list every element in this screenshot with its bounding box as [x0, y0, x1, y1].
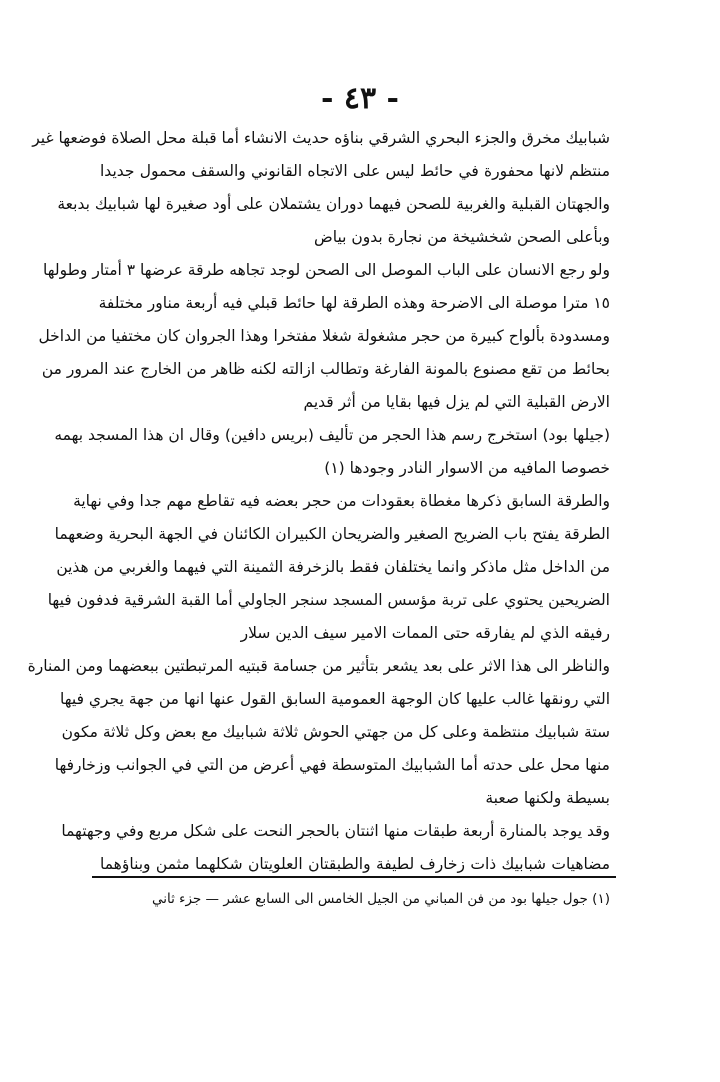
footnote: (١) جول جيلها بود من فن المباني من الجيل الخامس الى السابع عشر — جزء ثاني	[151, 891, 610, 907]
text-line: بحائط من تقع مصنوع بالمونة الفارغة وتطالب ازالته لكنه ظاهر من الخارج عند المرور من	[41, 360, 610, 378]
text-line: التي رونقها غالب عليها كان الوجهة العمومية السابق القول عنها انها من جهة يجري فيها	[60, 690, 610, 708]
text-line: والجهتان القبلية والغربية للصحن فيهما دوران يشتملان على أود صغيرة لها شبابيك بدبعة	[57, 195, 610, 213]
footnote-divider	[92, 876, 616, 878]
text-line: منتظم لانها محفورة في حائط ليس على الاتجاه القانوني والسقف محمول جديدا	[100, 162, 610, 180]
body-text	[27, 122, 610, 881]
page-number: - ٤٣ -	[320, 81, 400, 116]
text-line: وبأعلى الصحن شخشيخة من نجارة بدون بياض	[314, 228, 610, 246]
text-line: ١٥ مترا موصلة الى الاضرحة وهذه الطرقة لها حائط قبلي فيه أربعة مناور مختلفة	[98, 294, 610, 312]
text-line: بسيطة ولكنها صعبة	[485, 789, 610, 807]
text-line: (جيلها بود) استخرج رسم هذا الحجر من تأليف (بريس دافين) وقال ان هذا المسجد بهمه	[54, 426, 610, 444]
text-line: وقد يوجد بالمنارة أربعة طبقات منها اثنتان بالحجر النحت على شكل مربع وفي وجهتهما	[61, 822, 610, 840]
text-line: شبابيك مخرق والجزء البحري الشرقي بناؤه حديث الانشاء أما قبلة محل الصلاة فوضعها غير	[32, 129, 610, 147]
text-line: الارض القبلية التي لم يزل فيها بقايا من أثر قديم	[303, 393, 610, 411]
text-line: والناظر الى هذا الاثر على بعد يشعر بتأثير من جسامة قبتيه المرتبطتين ببعضهما ومن المنارة	[27, 657, 610, 675]
text-line: من الداخل مثل ماذكر وانما يختلفان فقط بالزخرفة الثمينة التي فيهما والغربي من هذين	[56, 558, 610, 576]
text-line: ومسدودة بألواح كبيرة من حجر مشغولة شغلا مفتخرا وهذا الجروان كان مختفيا من الداخل	[38, 327, 610, 345]
text-line: الضريحين يحتوي على تربة مؤسس المسجد سنجر الجاولي أما القبة الشرقية فدفون فيها	[47, 591, 610, 609]
text-line: والطرقة السابق ذكرها مغطاة بعقودات من حجر بعضه فيه تقاطع مهم جدا وفي نهاية	[73, 492, 610, 510]
text-line: منها محل على حدته أما الشبابيك المتوسطة فهي أعرض من التي في الجوانب وزخارفها	[54, 756, 610, 774]
text-line: ولو رجع الانسان على الباب الموصل الى الصحن لوجد تجاهه طرقة عرضها ٣ أمتار وطولها	[42, 261, 610, 279]
text-line: مضاهيات شبابيك ذات زخارف لطيفة والطبقتان العلويتان شكلهما مثمن وبناؤهما	[100, 855, 610, 873]
text-line: ستة شبابيك منتظمة وعلى كل من جهتي الحوش ثلاثة شبابيك مع بعض وكل ثلاثة مكون	[61, 723, 610, 741]
text-line: الطرقة يفتح باب الضريح الصغير والضريحان الكبيران الكائنان في الجهة البحرية وضعهما	[54, 525, 610, 543]
text-line: خصوصا المافيه من الاسوار النادر وجودها (١)	[324, 459, 610, 477]
text-line: رفيقه الذي لم يفارقه حتى الممات الامير سيف الدين سلار	[240, 624, 610, 642]
